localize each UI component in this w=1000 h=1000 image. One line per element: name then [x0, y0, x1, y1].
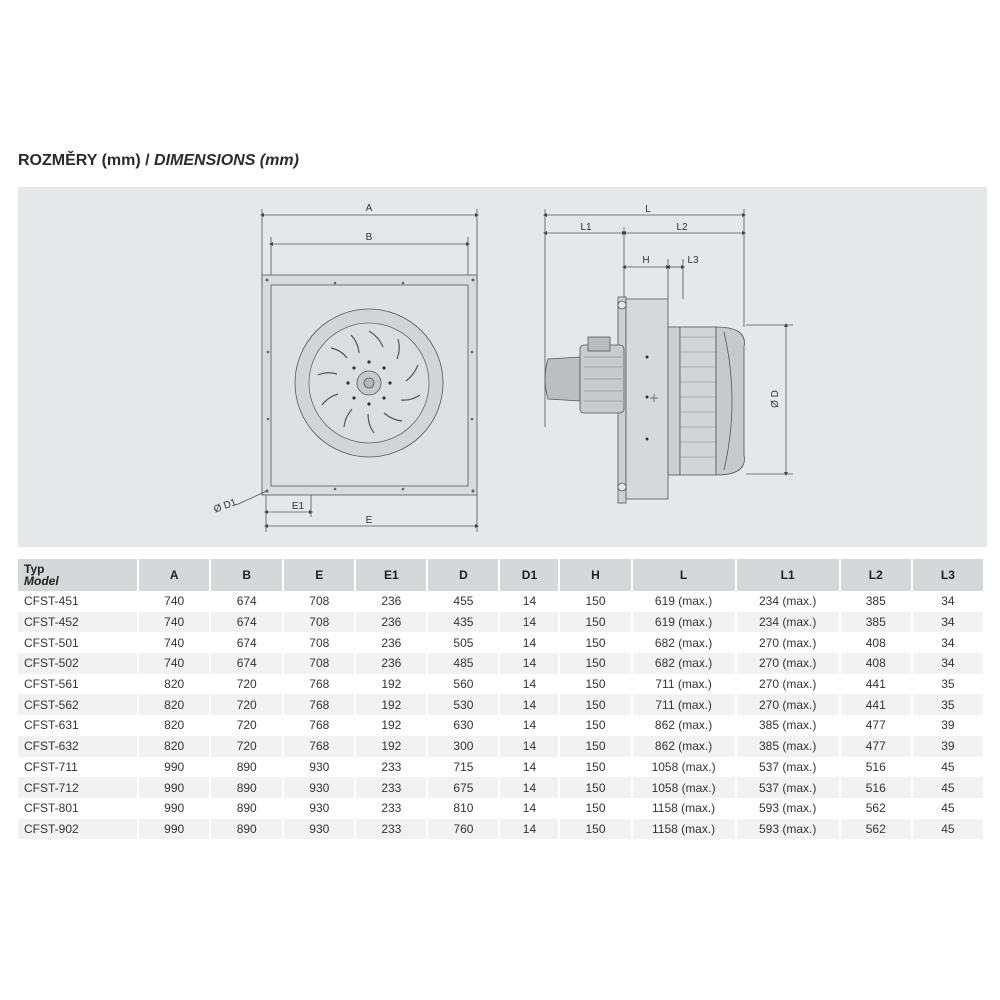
value-cell: 720 — [211, 694, 282, 715]
model-cell: CFST-632 — [18, 736, 137, 757]
value-cell: 234 (max.) — [737, 612, 839, 633]
value-cell: 192 — [356, 694, 426, 715]
value-cell: 477 — [841, 736, 911, 757]
value-cell: 708 — [284, 612, 354, 633]
table-row — [18, 694, 983, 715]
value-cell: 150 — [560, 653, 630, 674]
value-cell: 720 — [211, 736, 282, 757]
value-cell: 990 — [139, 777, 209, 798]
table-body — [18, 591, 983, 839]
value-cell: 14 — [500, 591, 558, 612]
value-cell: 711 (max.) — [633, 694, 735, 715]
model-cell: CFST-562 — [18, 694, 137, 715]
title-cz: ROZMĚRY (mm) / — [18, 152, 155, 169]
value-cell: 820 — [139, 715, 209, 736]
value-cell: 930 — [284, 777, 354, 798]
value-cell: 236 — [356, 612, 426, 633]
value-cell: 45 — [913, 798, 983, 819]
value-cell: 516 — [841, 777, 911, 798]
value-cell: 192 — [356, 715, 426, 736]
value-cell: 233 — [356, 798, 426, 819]
label-d1: Ø D1 — [212, 497, 239, 516]
value-cell: 820 — [139, 736, 209, 757]
value-cell: 768 — [284, 694, 354, 715]
label-a: A — [365, 203, 373, 214]
value-cell: 150 — [560, 674, 630, 695]
value-cell: 820 — [139, 694, 209, 715]
header-col: E — [284, 559, 354, 591]
model-cell: CFST-631 — [18, 715, 137, 736]
side-view — [545, 209, 793, 503]
header-col: B — [211, 559, 282, 591]
value-cell: 505 — [428, 632, 498, 653]
value-cell: 560 — [428, 674, 498, 695]
header-col: A — [139, 559, 209, 591]
value-cell: 630 — [428, 715, 498, 736]
model-cell: CFST-902 — [18, 819, 137, 840]
value-cell: 708 — [284, 632, 354, 653]
value-cell: 740 — [139, 632, 209, 653]
value-cell: 14 — [500, 736, 558, 757]
value-cell: 768 — [284, 674, 354, 695]
value-cell: 35 — [913, 674, 983, 695]
header-col: L3 — [913, 559, 983, 591]
value-cell: 14 — [500, 632, 558, 653]
value-cell: 720 — [211, 674, 282, 695]
header-col: L1 — [737, 559, 839, 591]
value-cell: 1058 (max.) — [633, 777, 735, 798]
label-h: H — [642, 255, 650, 266]
table-row — [18, 632, 983, 653]
value-cell: 768 — [284, 715, 354, 736]
table-row — [18, 819, 983, 840]
value-cell: 890 — [211, 798, 282, 819]
dimension-drawing — [18, 187, 987, 547]
value-cell: 990 — [139, 757, 209, 778]
value-cell: 385 (max.) — [737, 736, 839, 757]
value-cell: 14 — [500, 819, 558, 840]
value-cell: 760 — [428, 819, 498, 840]
value-cell: 537 (max.) — [737, 777, 839, 798]
value-cell: 720 — [211, 715, 282, 736]
value-cell: 740 — [139, 653, 209, 674]
value-cell: 14 — [500, 777, 558, 798]
value-cell: 682 (max.) — [633, 632, 735, 653]
model-cell: CFST-452 — [18, 612, 137, 633]
value-cell: 593 (max.) — [737, 819, 839, 840]
label-l: L — [645, 204, 651, 215]
value-cell: 715 — [428, 757, 498, 778]
label-e1: E1 — [291, 501, 305, 512]
value-cell: 34 — [913, 632, 983, 653]
header-col: D1 — [500, 559, 558, 591]
value-cell: 890 — [211, 819, 282, 840]
table-row — [18, 653, 983, 674]
value-cell: 234 (max.) — [737, 591, 839, 612]
value-cell: 270 (max.) — [737, 632, 839, 653]
value-cell: 1158 (max.) — [633, 819, 735, 840]
value-cell: 14 — [500, 757, 558, 778]
value-cell: 1158 (max.) — [633, 798, 735, 819]
value-cell: 674 — [211, 612, 282, 633]
value-cell: 455 — [428, 591, 498, 612]
table-row — [18, 736, 983, 757]
value-cell: 233 — [356, 757, 426, 778]
model-cell: CFST-712 — [18, 777, 137, 798]
table-row — [18, 612, 983, 633]
value-cell: 45 — [913, 777, 983, 798]
value-cell: 236 — [356, 653, 426, 674]
value-cell: 233 — [356, 819, 426, 840]
value-cell: 236 — [356, 591, 426, 612]
title-en: DIMENSIONS (mm) — [154, 152, 299, 169]
value-cell: 150 — [560, 715, 630, 736]
value-cell: 34 — [913, 653, 983, 674]
value-cell: 39 — [913, 736, 983, 757]
value-cell: 14 — [500, 798, 558, 819]
model-cell: CFST-502 — [18, 653, 137, 674]
value-cell: 477 — [841, 715, 911, 736]
value-cell: 619 (max.) — [633, 612, 735, 633]
table-row — [18, 591, 983, 612]
value-cell: 45 — [913, 757, 983, 778]
table-row — [18, 777, 983, 798]
value-cell: 192 — [356, 736, 426, 757]
value-cell: 562 — [841, 819, 911, 840]
header-col: L2 — [841, 559, 911, 591]
value-cell: 150 — [560, 798, 630, 819]
model-cell: CFST-501 — [18, 632, 137, 653]
front-view — [236, 209, 477, 532]
value-cell: 150 — [560, 612, 630, 633]
model-cell: CFST-451 — [18, 591, 137, 612]
value-cell: 270 (max.) — [737, 694, 839, 715]
value-cell: 708 — [284, 653, 354, 674]
dimensions-table — [16, 559, 985, 839]
table-row — [18, 715, 983, 736]
header-model-cz: Typ — [24, 562, 45, 576]
value-cell: 150 — [560, 591, 630, 612]
value-cell: 441 — [841, 674, 911, 695]
page-title — [18, 152, 299, 170]
value-cell: 1058 (max.) — [633, 757, 735, 778]
value-cell: 674 — [211, 591, 282, 612]
value-cell: 619 (max.) — [633, 591, 735, 612]
value-cell: 890 — [211, 777, 282, 798]
value-cell: 674 — [211, 653, 282, 674]
label-l3: L3 — [687, 255, 699, 266]
header-col: H — [560, 559, 630, 591]
value-cell: 14 — [500, 653, 558, 674]
value-cell: 820 — [139, 674, 209, 695]
value-cell: 14 — [500, 612, 558, 633]
value-cell: 150 — [560, 632, 630, 653]
label-l1: L1 — [580, 222, 592, 233]
value-cell: 740 — [139, 612, 209, 633]
value-cell: 530 — [428, 694, 498, 715]
value-cell: 236 — [356, 632, 426, 653]
value-cell: 34 — [913, 612, 983, 633]
value-cell: 233 — [356, 777, 426, 798]
value-cell: 34 — [913, 591, 983, 612]
value-cell: 562 — [841, 798, 911, 819]
label-b: B — [365, 232, 373, 243]
value-cell: 593 (max.) — [737, 798, 839, 819]
value-cell: 862 (max.) — [633, 736, 735, 757]
value-cell: 300 — [428, 736, 498, 757]
model-cell: CFST-801 — [18, 798, 137, 819]
value-cell: 408 — [841, 653, 911, 674]
value-cell: 682 (max.) — [633, 653, 735, 674]
value-cell: 990 — [139, 798, 209, 819]
value-cell: 537 (max.) — [737, 757, 839, 778]
value-cell: 35 — [913, 694, 983, 715]
value-cell: 930 — [284, 798, 354, 819]
value-cell: 192 — [356, 674, 426, 695]
value-cell: 150 — [560, 777, 630, 798]
table-row — [18, 798, 983, 819]
value-cell: 150 — [560, 819, 630, 840]
value-cell: 14 — [500, 674, 558, 695]
value-cell: 674 — [211, 632, 282, 653]
value-cell: 516 — [841, 757, 911, 778]
label-e: E — [365, 515, 373, 526]
value-cell: 385 — [841, 612, 911, 633]
header-model-en: Model — [24, 574, 59, 588]
value-cell: 270 (max.) — [737, 674, 839, 695]
value-cell: 711 (max.) — [633, 674, 735, 695]
value-cell: 930 — [284, 819, 354, 840]
value-cell: 385 — [841, 591, 911, 612]
header-col: L — [633, 559, 735, 591]
model-cell: CFST-711 — [18, 757, 137, 778]
value-cell: 385 (max.) — [737, 715, 839, 736]
value-cell: 435 — [428, 612, 498, 633]
table-row — [18, 757, 983, 778]
header-col: D — [428, 559, 498, 591]
value-cell: 441 — [841, 694, 911, 715]
value-cell: 150 — [560, 757, 630, 778]
value-cell: 408 — [841, 632, 911, 653]
label-l2: L2 — [676, 222, 688, 233]
value-cell: 890 — [211, 757, 282, 778]
value-cell: 270 (max.) — [737, 653, 839, 674]
label-d: Ø D — [770, 390, 781, 408]
header-col: E1 — [356, 559, 426, 591]
value-cell: 740 — [139, 591, 209, 612]
value-cell: 708 — [284, 591, 354, 612]
table-row — [18, 674, 983, 695]
header-model — [18, 559, 137, 591]
value-cell: 930 — [284, 757, 354, 778]
value-cell: 14 — [500, 715, 558, 736]
value-cell: 39 — [913, 715, 983, 736]
value-cell: 675 — [428, 777, 498, 798]
value-cell: 768 — [284, 736, 354, 757]
drawing-svg — [18, 187, 987, 547]
value-cell: 150 — [560, 736, 630, 757]
table-header-row — [18, 559, 983, 591]
value-cell: 14 — [500, 694, 558, 715]
value-cell: 45 — [913, 819, 983, 840]
value-cell: 485 — [428, 653, 498, 674]
model-cell: CFST-561 — [18, 674, 137, 695]
value-cell: 862 (max.) — [633, 715, 735, 736]
value-cell: 810 — [428, 798, 498, 819]
value-cell: 990 — [139, 819, 209, 840]
value-cell: 150 — [560, 694, 630, 715]
